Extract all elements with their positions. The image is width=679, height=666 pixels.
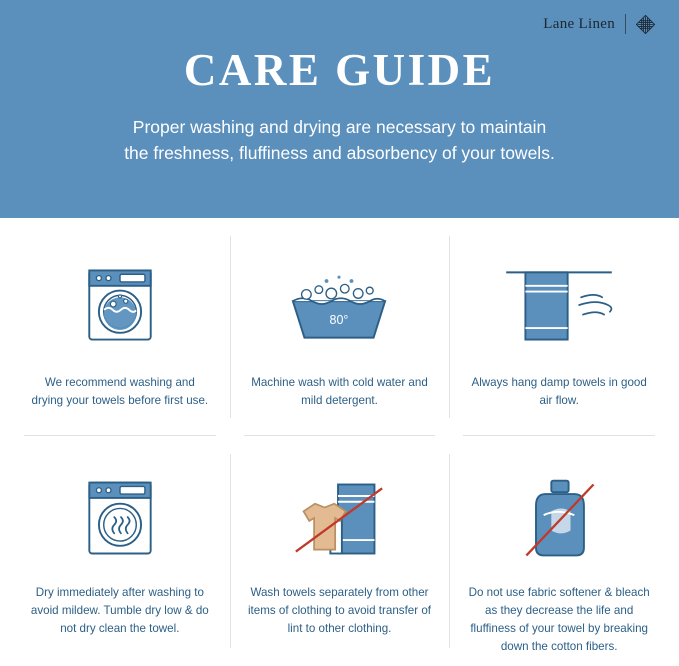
care-tip-4 [10,436,230,666]
tumble-dryer-low-heat-icon [72,460,168,578]
subtitle-line-1: Proper washing and drying are necessary to maintain [132,116,547,137]
no-mixed-laundry-icon [272,460,406,578]
linen-weave-logo-icon [636,15,655,34]
care-tip-6 [449,436,669,666]
brand-lockup [543,14,655,34]
care-tips-grid [0,218,679,666]
care-tip-6-text: Do not use fabric softener & bleach as they decrease the life and fluffiness of your towel by breaking down the cotton fibers. [468,586,650,653]
washing-machine-icon [72,242,168,368]
hanging-towel-airflow-icon [494,242,624,368]
care-tip-3 [449,218,669,436]
no-fabric-softener-icon [507,460,611,578]
brand-name: Lane Linen [543,15,615,32]
care-tip-4-text: Dry immediately after washing to avoid mildew. Tumble dry low & do not dry clean the towel. [30,586,209,635]
care-tip-5-text: Wash towels separately from other items of clothing to avoid transfer of lint to other clothing. [247,586,431,635]
page-subtitle [0,96,679,167]
care-tip-3-text: Always hang damp towels in good air flow. [471,376,647,407]
subtitle-line-2: the freshness, fluffiness and absorbency of your towels. [124,142,555,163]
care-tip-1-text: We recommend washing and drying your towels before first use. [31,376,209,407]
wash-basin-80-degrees-icon [281,242,397,368]
page-title: CARE GUIDE [183,45,496,95]
brand-divider [625,14,626,34]
care-tip-5 [230,436,450,666]
care-tip-1 [10,218,230,436]
basin-temperature-label: 80° [330,313,349,328]
care-tip-2 [230,218,450,436]
header-banner [0,0,679,218]
care-tip-2-text: Machine wash with cold water and mild detergent. [251,376,428,407]
